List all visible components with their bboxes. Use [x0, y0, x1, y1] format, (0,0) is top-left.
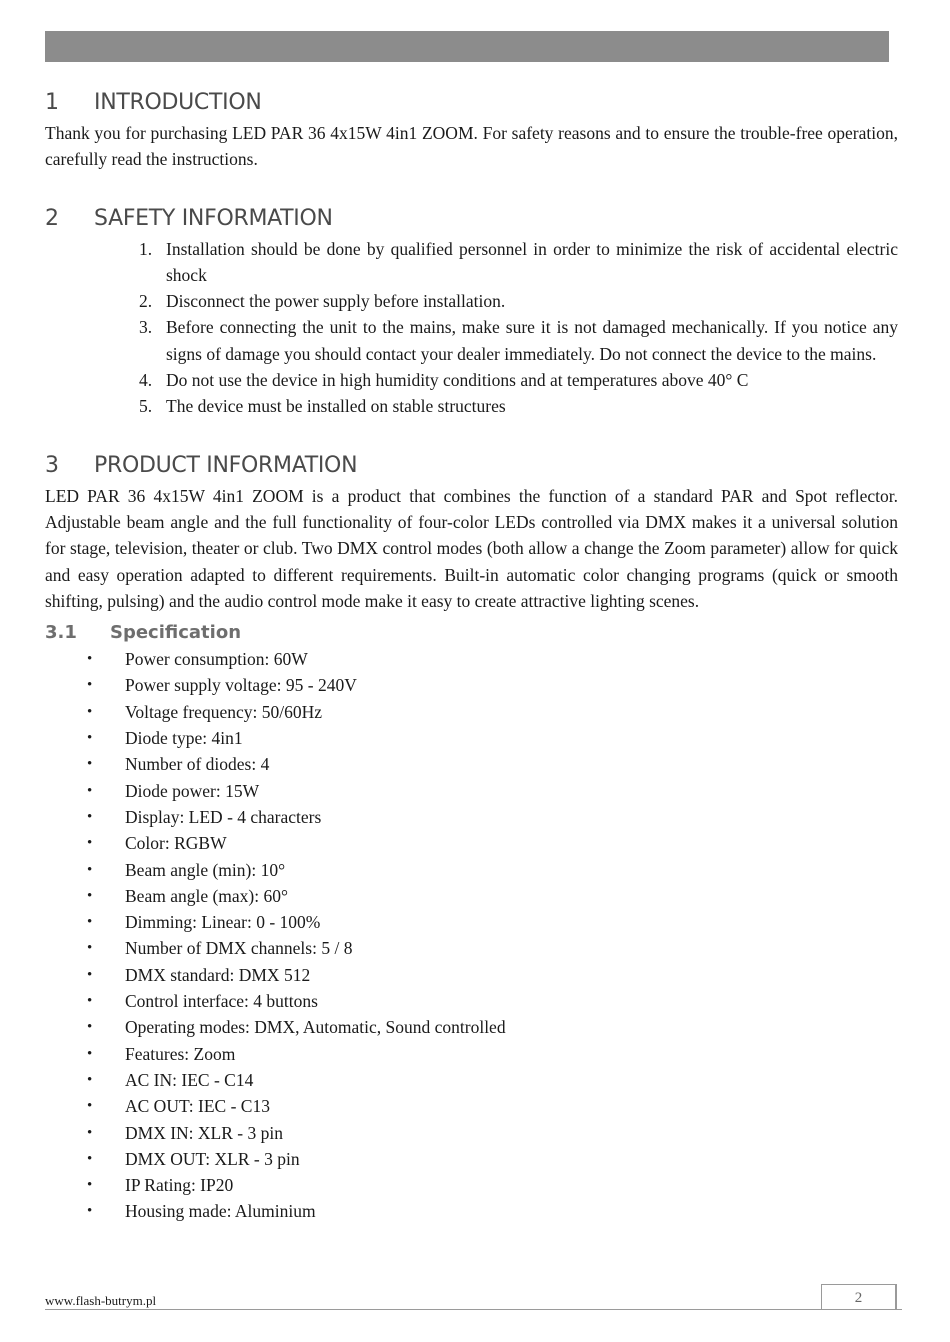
spec-item [45, 804, 898, 830]
product-paragraph: LED PAR 36 4x15W 4in1 ZOOM is a product that combines the function of a standard PAR and Spot reflector. Adjustable beam angle and the full functionality of four-color LEDs controlled via DMX makes it a universal solution for stage, television, theater or club. Two DMX control modes (both allow a change the Zoom parameter) allow for quick and easy operation adapted to different requirements. Built-in automatic color changing programs (quick or smooth shifting, pulsing) and the audio control mode make it easy to create attractive lighting scenes. [45, 485, 898, 611]
spec-item [45, 1120, 898, 1146]
bullet-icon: • [87, 1203, 93, 1220]
section-title: SAFETY INFORMATION [94, 205, 333, 231]
spec-item-text: Diode power: 15W [125, 780, 260, 801]
section-heading-introduction [45, 86, 898, 120]
bullet-icon: • [87, 993, 93, 1010]
safety-item-number: 5. [139, 396, 153, 417]
spec-item [45, 1014, 898, 1040]
safety-item-number: 3. [139, 317, 153, 338]
spec-item-text: AC OUT: IEC - C13 [125, 1096, 270, 1117]
safety-item-number: 4. [139, 370, 153, 391]
subsection-heading-specification [45, 620, 898, 646]
spec-item [45, 830, 898, 856]
safety-item-text: Do not use the device in high humidity conditions and at temperatures above 40° C [166, 370, 749, 391]
spec-item [45, 646, 898, 672]
safety-item [45, 393, 898, 419]
spec-item-text: Beam angle (max): 60° [125, 885, 288, 906]
bullet-icon: • [87, 808, 93, 825]
page-number: 2 [821, 1284, 897, 1309]
spec-item-text: Dimming: Linear: 0 - 100% [125, 912, 321, 933]
bullet-icon: • [87, 651, 93, 668]
spec-item-text: Beam angle (min): 10° [125, 859, 286, 880]
safety-item-text: Installation should be done by qualified personnel in order to minimize the risk of accidental electric shock [166, 238, 898, 285]
bullet-icon: • [87, 782, 93, 799]
safety-item-number: 1. [139, 238, 153, 259]
spec-item-text: Number of DMX channels: 5 / 8 [125, 938, 353, 959]
section-number: 3 [45, 452, 59, 478]
spec-item [45, 1041, 898, 1067]
spec-item-text: DMX IN: XLR - 3 pin [125, 1122, 283, 1143]
spec-item-text: Features: Zoom [125, 1043, 236, 1064]
document-body [45, 86, 898, 1225]
spec-item [45, 1146, 898, 1172]
spec-item-text: IP Rating: IP20 [125, 1175, 234, 1196]
section-title: INTRODUCTION [94, 90, 262, 115]
safety-item-text: Disconnect the power supply before installation. [166, 291, 506, 312]
header-bar [45, 31, 889, 62]
safety-item-text: Before connecting the unit to the mains, make sure it is not damaged mechanically. If you notice any signs of damage you should contact your dealer immediately. Do not connect the device to the mains. [166, 317, 898, 364]
spec-item [45, 725, 898, 751]
section-number: 2 [45, 205, 59, 231]
intro-paragraph: Thank you for purchasing LED PAR 36 4x15W 4in1 ZOOM. For safety reasons and to ensure the trouble-free operation, carefully read the instructions. [45, 123, 898, 170]
section-heading-product [45, 449, 898, 483]
section-heading-safety [45, 202, 898, 236]
safety-item [45, 367, 898, 393]
spec-item-text: Control interface: 4 buttons [125, 991, 318, 1012]
spec-item-text: DMX OUT: XLR - 3 pin [125, 1148, 300, 1169]
bullet-icon: • [87, 677, 93, 694]
spec-item-text: Diode type: 4in1 [125, 728, 243, 749]
bullet-icon: • [87, 835, 93, 852]
bullet-icon: • [87, 703, 93, 720]
spec-item-text: Housing made: Aluminium [125, 1201, 316, 1222]
safety-item-text: The device must be installed on stable structures [166, 396, 506, 417]
bullet-icon: • [87, 730, 93, 747]
bullet-icon: • [87, 1177, 93, 1194]
spec-item [45, 1093, 898, 1119]
spec-item-text: DMX standard: DMX 512 [125, 964, 311, 985]
spec-item [45, 1198, 898, 1224]
spec-item [45, 1172, 898, 1198]
section-title: PRODUCT INFORMATION [94, 452, 358, 478]
bullet-icon: • [87, 1019, 93, 1036]
spec-item [45, 988, 898, 1014]
bullet-icon: • [87, 940, 93, 957]
bullet-icon: • [87, 1124, 93, 1141]
bullet-icon: • [87, 1071, 93, 1088]
bullet-icon: • [87, 861, 93, 878]
spec-item [45, 962, 898, 988]
bullet-icon: • [87, 914, 93, 931]
footer-divider [45, 1309, 902, 1310]
spec-item-text: AC IN: IEC - C14 [125, 1069, 254, 1090]
subsection-title: Specification [110, 622, 242, 644]
spec-item [45, 751, 898, 777]
specification-list [45, 646, 898, 1225]
bullet-icon: • [87, 1045, 93, 1062]
section-number: 1 [45, 90, 59, 115]
spec-item-text: Power consumption: 60W [125, 649, 308, 670]
spec-item [45, 935, 898, 961]
spec-item-text: Number of diodes: 4 [125, 754, 270, 775]
spec-item-text: Operating modes: DMX, Automatic, Sound controlled [125, 1017, 506, 1038]
safety-item-number: 2. [139, 291, 153, 312]
bullet-icon: • [87, 756, 93, 773]
safety-item [45, 288, 898, 314]
bullet-icon: • [87, 887, 93, 904]
subsection-number: 3.1 [45, 622, 77, 644]
spec-item-text: Voltage frequency: 50/60Hz [125, 701, 322, 722]
bullet-icon: • [87, 1150, 93, 1167]
spec-item [45, 1067, 898, 1093]
bullet-icon: • [87, 1098, 93, 1115]
safety-list [45, 236, 898, 420]
spec-item [45, 857, 898, 883]
spec-item-text: Color: RGBW [125, 833, 227, 854]
spec-item [45, 672, 898, 698]
bullet-icon: • [87, 966, 93, 983]
spec-item [45, 778, 898, 804]
footer-url: www.flash-butrym.pl [45, 1293, 157, 1308]
spec-item-text: Display: LED - 4 characters [125, 806, 322, 827]
spec-item-text: Power supply voltage: 95 - 240V [125, 675, 357, 696]
spec-item [45, 883, 898, 909]
safety-item [45, 314, 898, 367]
spec-item [45, 909, 898, 935]
safety-item [45, 236, 898, 289]
spec-item [45, 699, 898, 725]
